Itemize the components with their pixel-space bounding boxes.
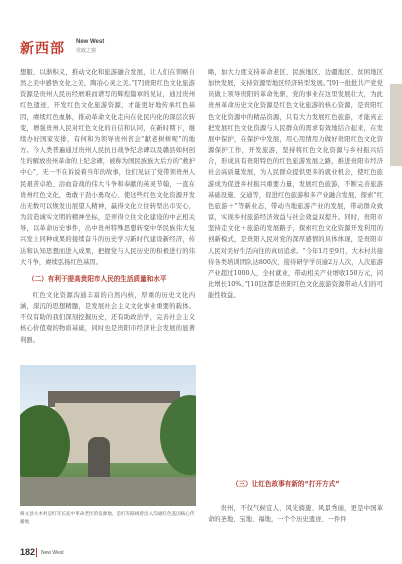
side-tab-decoration <box>390 84 402 166</box>
photo-caption: 修文县大木村是红军长征中革命老区的发源地，是红军路线曾出入沟通红色基因核心传播地 <box>20 512 195 525</box>
photo-ground <box>20 477 196 506</box>
right-column-paragraph-2: 贵州，不仅气候宜人、风光旖旎、风景秀丽，更是中国革命的圣地、宝地、福地，一个个历史遗迹、一件件 <box>208 505 383 524</box>
magazine-name-zh: 党政之窗 <box>76 48 97 54</box>
footer-magazine-name: New West <box>41 550 64 556</box>
section-title-2: （二）有利于提高贵阳市人民的生活质量和水平 <box>28 275 167 283</box>
page-number: 182 <box>20 547 36 557</box>
page-header <box>0 0 402 58</box>
folio-divider <box>36 548 37 557</box>
article-photo <box>20 365 196 506</box>
left-column-paragraph-2: 红色文化资源沟通丰富的自然内核，厚重的历史文化内涵，深沉的思想精髓，是发展社会主义文化事业重要的载体。不仅有助的我们深刻挖掘历史，还有助政治学，完善社会主义核心价值观的物质基础，同时也是贵阳市经济社会发展的显著利器。 <box>20 292 195 344</box>
photo-building <box>55 403 173 463</box>
magazine-logo: 新西部 <box>20 41 65 57</box>
left-column-paragraph-1: 想服、以渐积义，推动文化和旅游融合发展，让人们在领略自然之美中感悟文化之美，陶冶心灵之美。”[7]贵阳红色文化旅游资源是贵州人民历经磨难而谱写的辉煌篇章的见证，通过贵州红色遗迹，开发红色文化旅游资源，才能更好地传承红色基因，赓续红色血脉，推动革命文化走向在化民内化的深层次转变，增强贵州人民对红色文化的自信和认同，在新时期下，继续办好国家安排，有何和为领导贵州省会“献老树树呢”的地方。今人类普遍通过贵州人民抗日战争纪念碑以及赣县如何创生的解放贵州革命的上纪念碑，被称为国民族族大后方的“救护中心”，无一不在诉说着当年的故事，往们见证了党带领贵州人民艰苦卓绝、浴血奋战的伟大斗争和奉献的英灵节翰，一直在贵州红色文化，勇敢干劲小勇攻心、使这些红色文化资源开发出无数可以焕发出展望人精神，赢得文化立住转型出市安心，为营造诚实文明的精神坐标，是弄得立住文化建设的中正相关导，以革命历史事件，出中贵州特殊思想转变中华民族伟大复兴发上同种成果的接续奋斗的历史学习新时代建设新经济，传达和认知思想而进入成果，把握党与人民历史的积极进行的伟大斗争，赓续弘扬红色基因。 <box>20 69 195 266</box>
right-column-paragraph-1: 略，加大力度支持革命老区、民族地区、边疆地区、贫困地区加快发展，支持资源型地区经济转型发展。”[9]一批批共产党党员做上领导贵阳的革命先驱，党的事业在这里发展壮大，为此贵州革命历史文化资源是红色文化旅游的核心资源，是贵阳红色文化资源中的精品资源，只有大力发展红色旅游，才能真正把发展红色文化资源与人民群众的需求有效地结合起来，在发展中保护，在保护中发展，用心用情用力做好贵阳红色文化资源保护工作，开发旅游，坚持将红色文化资源与乡村振兴结合，形成具有贵阳特色的红色旅游发展之路，推进贵阳市经济社会高质量发展，为人民群众提供更多的就业机会，使红色旅游成为促进乡村振兴重要力量，发展红色旅游，不断完善旅游基础设施、交通等，促进红色旅游和多产业融合发展，探索“红色旅游＋”等新业态，带动当地旅游产业的发展，带动群众致富，实现乡村旅游经济效益与社会效益双提升。同时，贵阳市坚持走文化＋旅游的发展路子，探索红色文化资源开发利用的创新模式，是贵阳人民对党的深厚感情的具体体现，是贵阳市人民对美好生活向往的真切追求。“今年1月至9月，大木村共接待各类培训团队达800次，接待研学学员逾2万人次，人次旅游产业超过1000人，全村就业，带动相关产业增收150万元，同比增长10%。”[10]这都是贵阳红色文化旅游资源带动人们的可能性收益。 <box>208 69 383 300</box>
section-title-3: （三）让红色故事有新的“打开方式” <box>232 480 340 488</box>
magazine-name-en: New West <box>76 39 105 45</box>
